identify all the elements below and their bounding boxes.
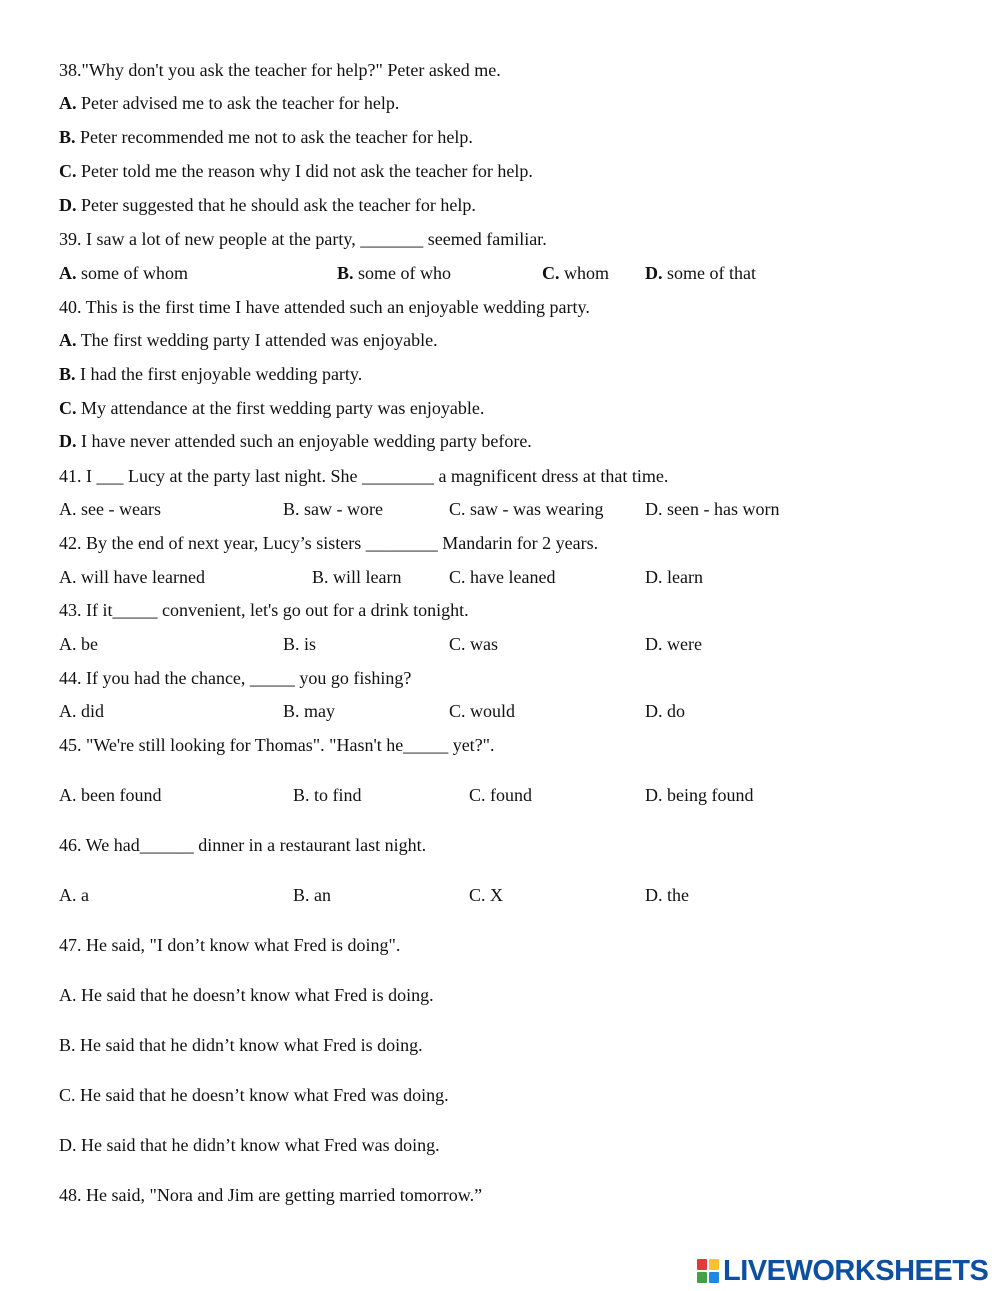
option-letter: D. xyxy=(645,263,663,283)
question-43-option-c[interactable]: C. was xyxy=(449,634,498,654)
option-text: Peter advised me to ask the teacher for help. xyxy=(81,93,400,113)
option-letter: A. xyxy=(59,330,77,350)
logo-square-icon xyxy=(709,1272,719,1283)
option-text: Peter recommended me not to ask the teacher for help. xyxy=(80,127,473,147)
question-44-stem: 44. If you had the chance, _____ you go fishing? xyxy=(59,668,412,688)
option-letter: C. xyxy=(542,263,560,283)
option-text: whom xyxy=(564,263,609,283)
option-letter: B. xyxy=(59,364,76,384)
question-46-option-a[interactable]: A. a xyxy=(59,885,89,905)
question-40-option-a[interactable] xyxy=(59,329,438,351)
option-letter: C. xyxy=(59,398,77,418)
logo-square-icon xyxy=(709,1259,719,1270)
question-38-option-b[interactable] xyxy=(59,126,473,148)
question-46-option-d[interactable]: D. the xyxy=(645,885,689,905)
option-text: The first wedding party I attended was enjoyable. xyxy=(80,330,438,350)
question-45-stem: 45. "We're still looking for Thomas". "Hasn't he_____ yet?". xyxy=(59,735,495,755)
option-letter: A. xyxy=(59,93,77,113)
option-letter: B. xyxy=(337,263,354,283)
question-47-option-c[interactable]: C. He said that he doesn’t know what Fred was doing. xyxy=(59,1085,449,1105)
question-42-stem: 42. By the end of next year, Lucy’s sisters ________ Mandarin for 2 years. xyxy=(59,533,599,553)
question-38-stem: 38."Why don't you ask the teacher for help?" Peter asked me. xyxy=(59,60,501,80)
question-39-stem: 39. I saw a lot of new people at the party, _______ seemed familiar. xyxy=(59,229,547,249)
option-letter: D. xyxy=(59,431,77,451)
question-38-option-a[interactable] xyxy=(59,92,399,114)
question-39-option-d[interactable] xyxy=(645,262,756,284)
question-47-option-d[interactable]: D. He said that he didn’t know what Fred was doing. xyxy=(59,1135,440,1155)
option-letter: B. xyxy=(59,127,76,147)
option-text: Peter told me the reason why I did not ask the teacher for help. xyxy=(81,161,533,181)
option-text: some of who xyxy=(358,263,452,283)
question-41-option-b[interactable]: B. saw - wore xyxy=(283,499,383,519)
question-45-option-d[interactable]: D. being found xyxy=(645,785,754,805)
question-43-option-b[interactable]: B. is xyxy=(283,634,317,654)
option-letter: A. xyxy=(59,263,77,283)
question-40-option-c[interactable] xyxy=(59,397,484,419)
question-38-option-c[interactable] xyxy=(59,160,533,182)
option-text: I have never attended such an enjoyable wedding party before. xyxy=(81,431,532,451)
option-text: Peter suggested that he should ask the teacher for help. xyxy=(81,195,476,215)
question-41-option-d[interactable]: D. seen - has worn xyxy=(645,499,780,519)
question-46-option-b[interactable]: B. an xyxy=(293,885,331,905)
logo-square-icon xyxy=(697,1259,707,1270)
question-39-option-c[interactable] xyxy=(542,262,609,284)
question-41-stem: 41. I ___ Lucy at the party last night. She ________ a magnificent dress at that time. xyxy=(59,466,669,486)
question-47-stem: 47. He said, "I don’t know what Fred is doing". xyxy=(59,935,401,955)
question-39-option-b[interactable] xyxy=(337,262,451,284)
question-47-option-b[interactable]: B. He said that he didn’t know what Fred is doing. xyxy=(59,1035,423,1055)
question-44-option-c[interactable]: C. would xyxy=(449,701,516,721)
question-43-option-d[interactable]: D. were xyxy=(645,634,702,654)
question-41-option-a[interactable]: A. see - wears xyxy=(59,499,161,519)
option-text: My attendance at the first wedding party was enjoyable. xyxy=(81,398,485,418)
question-40-option-d[interactable] xyxy=(59,430,532,452)
question-45-option-b[interactable]: B. to find xyxy=(293,785,362,805)
option-letter: C. xyxy=(59,161,77,181)
logo-mark-icon xyxy=(697,1259,719,1283)
option-text: some of that xyxy=(667,263,756,283)
option-text: I had the first enjoyable wedding party. xyxy=(80,364,363,384)
question-47-option-a[interactable]: A. He said that he doesn’t know what Fred is doing. xyxy=(59,985,434,1005)
question-40-stem: 40. This is the first time I have attended such an enjoyable wedding party. xyxy=(59,297,590,317)
option-letter: D. xyxy=(59,195,77,215)
question-48-stem: 48. He said, "Nora and Jim are getting married tomorrow.” xyxy=(59,1185,483,1205)
question-41-option-c[interactable]: C. saw - was wearing xyxy=(449,499,604,519)
question-46-stem: 46. We had______ dinner in a restaurant last night. xyxy=(59,835,427,855)
question-42-option-c[interactable]: C. have leaned xyxy=(449,567,556,587)
question-42-option-a[interactable]: A. will have learned xyxy=(59,567,205,587)
question-45-option-a[interactable]: A. been found xyxy=(59,785,162,805)
question-39-option-a[interactable] xyxy=(59,262,188,284)
question-44-option-d[interactable]: D. do xyxy=(645,701,685,721)
question-43-option-a[interactable]: A. be xyxy=(59,634,98,654)
question-44-option-b[interactable]: B. may xyxy=(283,701,335,721)
question-43-stem: 43. If it_____ convenient, let's go out for a drink tonight. xyxy=(59,600,469,620)
question-46-option-c[interactable]: C. X xyxy=(469,885,504,905)
question-44-option-a[interactable]: A. did xyxy=(59,701,104,721)
liveworksheets-logo xyxy=(697,1254,988,1288)
question-42-option-b[interactable]: B. will learn xyxy=(312,567,402,587)
logo-square-icon xyxy=(697,1272,707,1283)
question-40-option-b[interactable] xyxy=(59,363,362,385)
option-text: some of whom xyxy=(81,263,188,283)
question-45-option-c[interactable]: C. found xyxy=(469,785,532,805)
question-38-option-d[interactable] xyxy=(59,194,476,216)
question-42-option-d[interactable]: D. learn xyxy=(645,567,703,587)
logo-text: LIVEWORKSHEETS xyxy=(723,1254,989,1287)
